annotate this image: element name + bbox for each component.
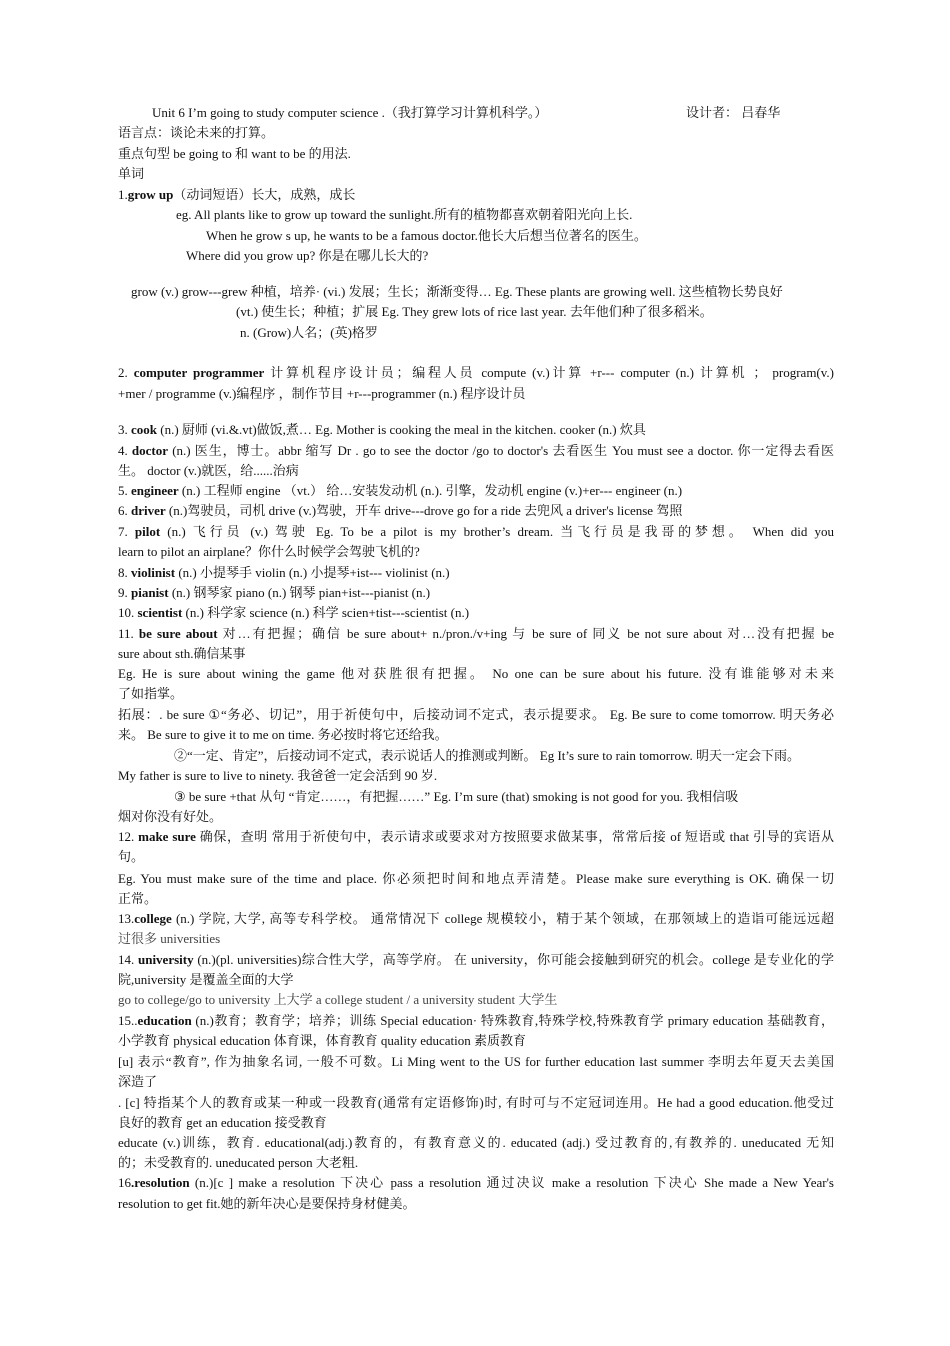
designer-credit: 设计者： 吕春华	[686, 105, 781, 120]
term: grow up	[127, 187, 174, 202]
example-line: Where did you grow up? 你是在哪儿长大的?	[186, 248, 429, 263]
word-family-line: educate (v.)训练，教育. educational(adj.)教育的，有教育意义的. educated (adj.) 受过教育的,有教养的. uneducated 无知	[118, 1135, 834, 1150]
example-line: 了如指掌。	[118, 686, 184, 701]
entry-education: 15..education (n.)教育；教育学；培养；训练 Special education· 特殊教育,特殊学校,特殊教育学 primary education 基础教育，	[118, 1013, 834, 1028]
entry-make-sure: 12. make sure 确保，查明 常用于祈使句中，表示请求或要求对方按照要求做某事，常常后接 of 短语或 that 引导的宾语从	[118, 829, 834, 844]
entry-continuation: 小学教育 physical education 体育课，体育教育 quality education 素质教育	[118, 1033, 526, 1048]
extension-line: ②“一定、肯定”，后接动词不定式，表示说话人的推测或判断。 Eg It’s sure to rain tomorrow. 明天一定会下雨。	[174, 748, 800, 763]
language-point: 语言点：谈论未来的打算。	[118, 125, 275, 140]
term: make sure	[138, 829, 196, 844]
entry-college: 13.college (n.) 学院, 大学, 高等专科学校。 通常情况下 college 规模较小，精于某个领域，在那领域上的造诣可能远远超	[118, 911, 834, 926]
example-line: 正常。	[118, 891, 158, 906]
entry-grow-up: 1.grow up（动词短语）长大，成熟，成长	[118, 187, 356, 202]
term: cook	[131, 422, 157, 437]
entry-continuation: 过很多 universities	[118, 931, 221, 946]
usage-countable: 良好的教育 get an education 接受教育	[118, 1115, 327, 1130]
entry-continuation: 院,university 是覆盖全面的大学	[118, 972, 294, 987]
extension-line: 拓展：. be sure ①“务必、切记”，用于祈使句中，后接动词不定式，表示提要求。 Eg. Be sure to come tomorrow. 明天务必	[118, 707, 834, 722]
term: college	[134, 911, 172, 926]
term: education	[137, 1013, 192, 1028]
term: scientist	[137, 605, 183, 620]
entry-cook: 3. cook (n.) 厨师 (vi.&.vt)做饭,煮… Eg. Mother is cooking the meal in the kitchen. cooker (n.) 炊具	[118, 422, 646, 437]
entry-continuation: 生。 doctor (v.)就医，给......治病	[118, 463, 299, 478]
entry-continuation: go to college/go to university 上大学 a college student / a university student 大学生	[118, 992, 558, 1007]
term: pianist	[131, 585, 169, 600]
entry-resolution: 16.resolution (n.)[c ] make a resolution 下决心 pass a resolution 通过决议 make a resolution 下决心 She made a New Year's	[118, 1175, 834, 1190]
entry-continuation: resolution to get fit.她的新年决心是要保持身材健美。	[118, 1196, 416, 1211]
entry-computer-programmer: 2. computer programmer 计算机程序设计员；编程人员 compute (v.)计算 +r--- computer (n.) 计算机 ； program(v.)	[118, 365, 834, 380]
entry-pilot: 7. pilot (n.) 飞行员 (v.) 驾驶 Eg. To be a pilot is my brother’s dream. 当飞行员是我哥的梦想。 When did you	[118, 524, 834, 539]
entry-doctor: 4. doctor (n.) 医生，博士。abbr 缩写 Dr . go to see the doctor /go to doctor's 去看医生 You must see a doctor. 你一定得去看医	[118, 443, 834, 458]
grow-usage: grow (v.) grow---grew 种植，培养· (vi.) 发展；生长；渐渐变得… Eg. These plants are growing well. 这些植物长势良好	[131, 284, 783, 299]
entry-scientist: 10. scientist (n.) 科学家 science (n.) 科学 scien+tist---scientist (n.)	[118, 605, 470, 620]
extension-line: ③ be sure +that 从句 “肯定……，有把握……” Eg. I’m sure (that) smoking is not good for you. 我相信吸	[174, 789, 739, 804]
example-line: Eg. He is sure about wining the game 他对获胜很有把握。 No one can be sure about his future. 没有谁能够对未来	[118, 666, 834, 681]
term: computer programmer	[133, 365, 265, 380]
entry-continuation: 句。	[118, 849, 145, 864]
word-family-line: 的；未受教育的. uneducated person 大老粗.	[118, 1155, 359, 1170]
entry-engineer: 5. engineer (n.) 工程师 engine （vt.） 给…安装发动机 (n.). 引擎，发动机 engine (v.)+er--- engineer (n.)	[118, 483, 683, 498]
term: doctor	[131, 443, 169, 458]
term: driver	[131, 503, 166, 518]
term: violinist	[131, 565, 176, 580]
key-sentence-pattern: 重点句型 be going to 和 want to be 的用法.	[118, 146, 351, 161]
entry-pianist: 9. pianist (n.) 钢琴家 piano (n.) 钢琴 pian+ist---pianist (n.)	[118, 585, 431, 600]
term: university	[137, 952, 194, 967]
usage-uncountable: [u] 表示“教育”, 作为抽象名词, 一般不可数。Li Ming went to the US for further education last summer 李明去年夏天去美国	[118, 1054, 834, 1069]
entry-university: 14. university (n.)(pl. universities)综合性大学，高等学府。 在 university，你可能会接触到研究的机会。college 是专业化的学	[118, 952, 834, 967]
vocabulary-heading: 单词	[118, 166, 145, 181]
entry-be-sure-about: 11. be sure about 对…有把握；确信 be sure about+ n./pron./v+ing 与 be sure of 同义 be not sure about 对…没有把握 be	[118, 626, 834, 641]
term: be sure about	[138, 626, 218, 641]
example-line: Eg. You must make sure of the time and place. 你必须把时间和地点弄清楚。Please make sure everything is OK. 确保一切	[118, 871, 834, 886]
extension-line: 来。 Be sure to give it to me on time. 务必按时将它还给我。	[118, 727, 448, 742]
entry-violinist: 8. violinist (n.) 小提琴手 violin (n.) 小提琴+ist--- violinist (n.)	[118, 565, 450, 580]
example-line: When he grow s up, he wants to be a famous doctor.他长大后想当位著名的医生。	[206, 228, 647, 243]
usage-countable: . [c] 特指某个人的教育或某一种或一段教育(通常有定语修饰)时, 有时可与不定冠词连用。He had a good education.他受过	[118, 1095, 834, 1110]
extension-line: 烟对你没有好处。	[118, 809, 223, 824]
entry-continuation: learn to pilot an airplane？你什么时候学会驾驶飞机的?	[118, 544, 420, 559]
grow-usage: n. (Grow)人名；(英)格罗	[240, 325, 378, 340]
entry-driver: 6. driver (n.)驾驶员，司机 drive (v.)驾驶，开车 drive---drove go for a ride 去兜风 a driver's license 驾照	[118, 503, 683, 518]
entry-continuation: sure about sth.确信某事	[118, 646, 246, 661]
example-line: eg. All plants like to grow up toward the sunlight.所有的植物都喜欢朝着阳光向上长.	[176, 207, 633, 222]
term: engineer	[131, 483, 179, 498]
unit-title: Unit 6 I’m going to study computer science .（我打算学习计算机科学。）	[152, 105, 548, 120]
term: pilot	[134, 524, 161, 539]
usage-uncountable: 深造了	[118, 1074, 158, 1089]
grow-usage: (vt.) 使生长；种植；扩展 Eg. They grew lots of rice last year. 去年他们种了很多稻米。	[236, 304, 713, 319]
term: .resolution	[131, 1175, 190, 1190]
entry-continuation: +mer / programme (v.)编程序 ，制作节目 +r---programmer (n.) 程序设计员	[118, 386, 526, 401]
extension-line: My father is sure to live to ninety. 我爸爸一定会活到 90 岁.	[118, 768, 438, 783]
